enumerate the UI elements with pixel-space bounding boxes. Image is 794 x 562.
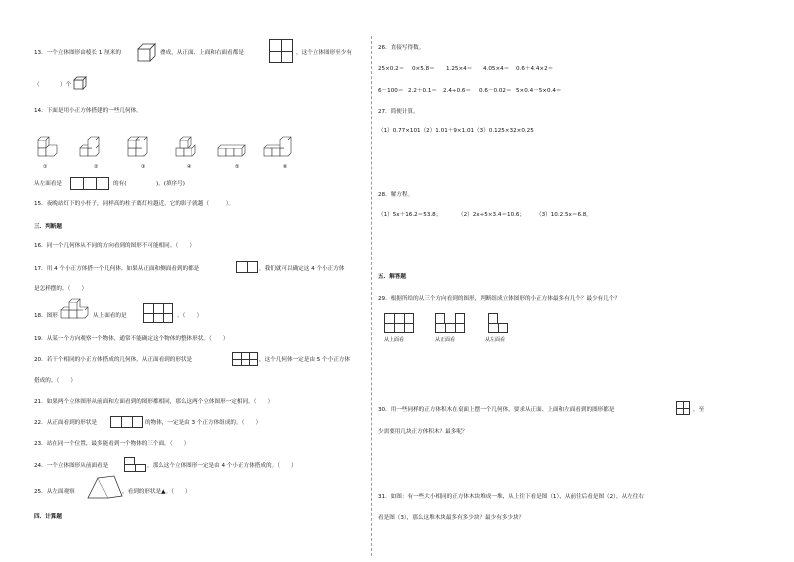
cube-small-icon (73, 76, 89, 91)
q20-text-a: 20．若干个相同的小正方体搭成的几何体，从正面看到的形状是 (34, 357, 193, 363)
q27-items: （1）0.77×101（2）1.01＋9×1.01（3）0.125×32×0.25 (378, 128, 534, 134)
q31-text-a: 31．如图：有一些大小相同的正方体木块堆成一堆，从上往下看是图（1），从前往后看是图（2），从左往右 (378, 494, 644, 500)
q26-r1-c4: 4.05×4＝ (483, 66, 510, 72)
q14-label-2: ② (94, 164, 99, 170)
q17-text-b: ，我们就可以确定这 4 个小正方体 (259, 266, 345, 272)
triangular-prism-figure (86, 474, 124, 502)
q14-after-c: )。(填序号) (156, 181, 185, 187)
two-square-figure (236, 261, 258, 273)
q18-top-view-figure (143, 303, 173, 323)
q20-text-b: ，这个几何体一定是由 5 个小正方体 (259, 357, 351, 363)
q29-top-view (384, 313, 414, 333)
q31-text-b: 看是图（3），那么这堆木块最多有多少块？最少有多少块？ (378, 515, 525, 521)
q14-label-6: ⑥ (283, 164, 288, 170)
q25-text-a: 25．从左面观察 (34, 489, 75, 495)
q26-r2-c1: 6－100＝ (378, 88, 404, 94)
q29-label-top: 从上面看 (384, 337, 405, 343)
q14-after-b: 的有( (113, 181, 127, 187)
q14-solids-figure (36, 134, 326, 166)
q29-front-view (435, 313, 465, 333)
q22-text-b: 的物体，一定是由 3 个正方体组成的。（ ） (145, 420, 262, 426)
q24-text-a: 24．一个立体图形从前面看是 (34, 463, 109, 469)
row-of-three-squares (70, 177, 109, 190)
q22-text-a: 22．从正面看到的形状是 (34, 420, 98, 426)
cube-icon (136, 43, 158, 63)
q29-label-left: 从左面看 (485, 337, 506, 343)
q13-text-e: ）个 (60, 82, 72, 88)
q30-text-a: 30．用一些同样的正方体积木在桌面上摆一个几何体，要求从正面、上面和左面看到的图形都是 (378, 407, 615, 413)
q26-r1-c5: 0.6＋4.4×2＝ (516, 66, 554, 72)
section-5-heading: 五．解答题 (378, 274, 406, 280)
q14-label-1: ① (43, 164, 48, 170)
section-4-heading: 四．计算题 (34, 514, 62, 520)
q26-r2-c4: 0.6－0.02＝ (479, 88, 512, 94)
q26-r1-c2: 0×5.8＝ (412, 66, 435, 72)
q19-text: 19．从某一个方向观察一个物体，通常不能确定这个物体的整体形状。（ ） (34, 336, 229, 342)
q17-text-c: 是怎样摆的。（ ） (34, 286, 88, 292)
q15-text: 15．夜晚站灯下的小杆子，同样高的柱子离灯柱越近，它的影子就越（ ）。 (34, 201, 235, 207)
q13-text-b: 叠成，从正面、上面和右面看都是 (160, 50, 244, 56)
q16-text: 16．同一个几何体从不同的方向看到的图形不可能相同。（ ） (34, 243, 195, 249)
q24-front-view-figure (124, 457, 146, 472)
q26-text: 26．直接写得数。 (378, 45, 425, 51)
q26-r1-c3: 1.25×4＝ (446, 66, 473, 72)
q25-text-b: ，看到的形状是▲。（ ） (122, 489, 191, 495)
q27-text: 27．简便计算。 (378, 109, 419, 115)
q18-text-a: 18．图形 (34, 313, 58, 319)
q14-after-a: 从左面看是 (34, 181, 62, 187)
q20-front-view-figure (232, 352, 258, 366)
q18-text-b: 从上面看的是 (93, 313, 127, 319)
q14-label-3: ③ (141, 164, 146, 170)
q20-text-c: 搭成的。（ ） (34, 378, 76, 384)
q23-text: 23．站在同一个位置，最多能看到一个物体的三个面。（ ） (34, 441, 190, 447)
q17-text-a: 17．用 4 个小正方体搭一个几何体，如果从正面和侧面看到的都是 (34, 266, 200, 272)
q14-label-4: ④ (187, 164, 192, 170)
q28-item-3: （3）10.2.5x＝6.8。 (536, 212, 592, 218)
q14-label-5: ⑤ (235, 164, 240, 170)
column-divider (371, 36, 372, 556)
q13-text-a: 13．一个立体图形由棱长 1 厘米的 (34, 50, 121, 56)
q30-text-c: 少需要用几块正方体积木？最多呢？ (378, 429, 468, 435)
q13-text-c: ，这个立体图形至少有 (296, 50, 352, 56)
q18-text-c: 。（ ） (177, 313, 203, 319)
section-3-heading: 三．判断题 (34, 224, 62, 230)
q29-text: 29．根据所给的从三个方向看到的图形，判断组成立体图形的小正方体最多有几个？最少有几个？ (378, 296, 621, 302)
q28-item-1: （1）5x＋16.2＝53.8； (378, 212, 442, 218)
q28-item-2: （2）2x÷5×3.4＝10.6； (458, 212, 526, 218)
q21-text: 21．如果两个立体图形从前面和左面看到的图形都相同，那么这两个立体图形一定相同。（ ） (34, 399, 274, 405)
q26-r1-c1: 25×0.2＝ (378, 66, 405, 72)
q30-grid-figure (676, 401, 690, 415)
q26-r2-c3: 2.4÷0.6＝ (443, 88, 472, 94)
q26-r2-c5: 5×0.4－5×0.4＝ (516, 88, 562, 94)
q14-text: 14．下面是用小正方体搭建的一些几何体。 (34, 108, 142, 114)
q29-label-front: 从正面看 (435, 337, 456, 343)
q13-text-d: （ (34, 82, 40, 88)
square-grid-2x2 (269, 39, 293, 63)
q22-front-view-figure (110, 416, 143, 428)
q26-r2-c2: 2.2＋0.1＝ (408, 88, 437, 94)
q30-text-b: ，至 (693, 407, 705, 413)
q28-text: 28．解方程。 (378, 192, 414, 198)
q29-left-view (488, 313, 508, 333)
q24-text-b: ，那么这个立体图形一定是由 4 个小正方体搭成的。（ ） (147, 463, 297, 469)
q18-solid-figure (59, 300, 95, 324)
